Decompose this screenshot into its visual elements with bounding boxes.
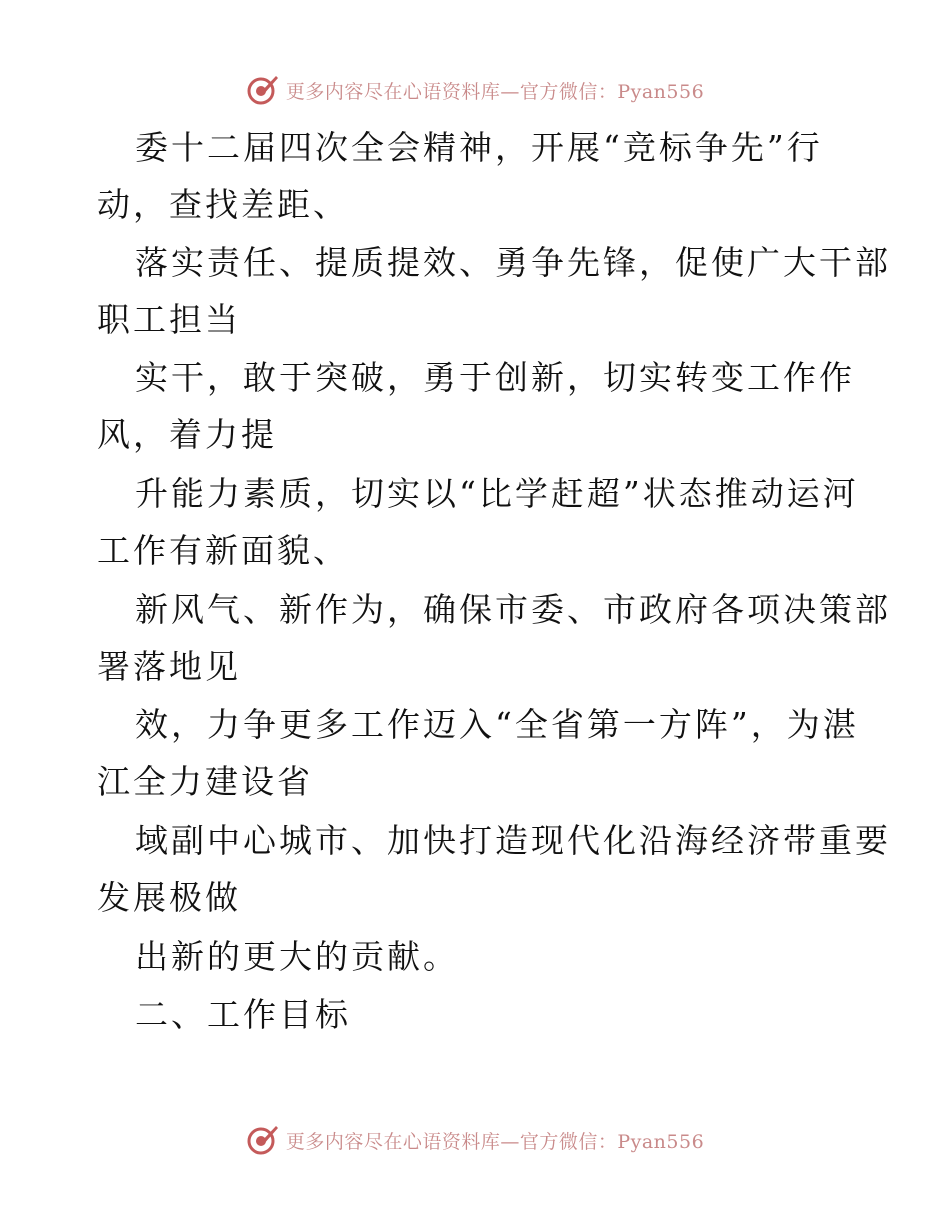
text-line: 新风气、新作为，确保市委、市政府各项决策部: [135, 590, 891, 629]
text-line: 江全力建设省: [97, 762, 313, 801]
text-line: 发展极做: [97, 878, 241, 917]
watermark-text: 更多内容尽在心语资料库—官方微信：Pyan556: [285, 1130, 705, 1153]
text-line: 署落地见: [97, 647, 241, 686]
watermark-text: 更多内容尽在心语资料库—官方微信：Pyan556: [285, 80, 705, 103]
quill-logo-icon: [246, 73, 280, 107]
text-line: 实干，敢于突破，勇于创新，切实转变工作作: [135, 358, 855, 397]
text-line: 效，力争更多工作迈入“全省第一方阵”，为湛: [135, 705, 859, 744]
text-line: 风，着力提: [97, 415, 277, 454]
text-line: 动，查找差距、: [97, 185, 349, 224]
text-line: 出新的更大的贡献。: [135, 937, 459, 976]
text-line: 域副中心城市、加快打造现代化沿海经济带重要: [135, 821, 891, 860]
text-line: 升能力素质，切实以“比学赶超”状态推动运河: [135, 474, 859, 513]
quill-logo-icon: [246, 1123, 280, 1157]
text-line: 工作有新面貌、: [97, 531, 349, 570]
text-line: 委十二届四次全会精神，开展“竞标争先”行: [135, 128, 823, 167]
section-heading: 二、工作目标: [135, 995, 351, 1034]
text-line: 落实责任、提质提效、勇争先锋，促使广大干部: [135, 243, 891, 282]
footer-watermark: [0, 1120, 950, 1160]
header-watermark: [0, 70, 950, 110]
text-line: 职工担当: [97, 300, 241, 339]
